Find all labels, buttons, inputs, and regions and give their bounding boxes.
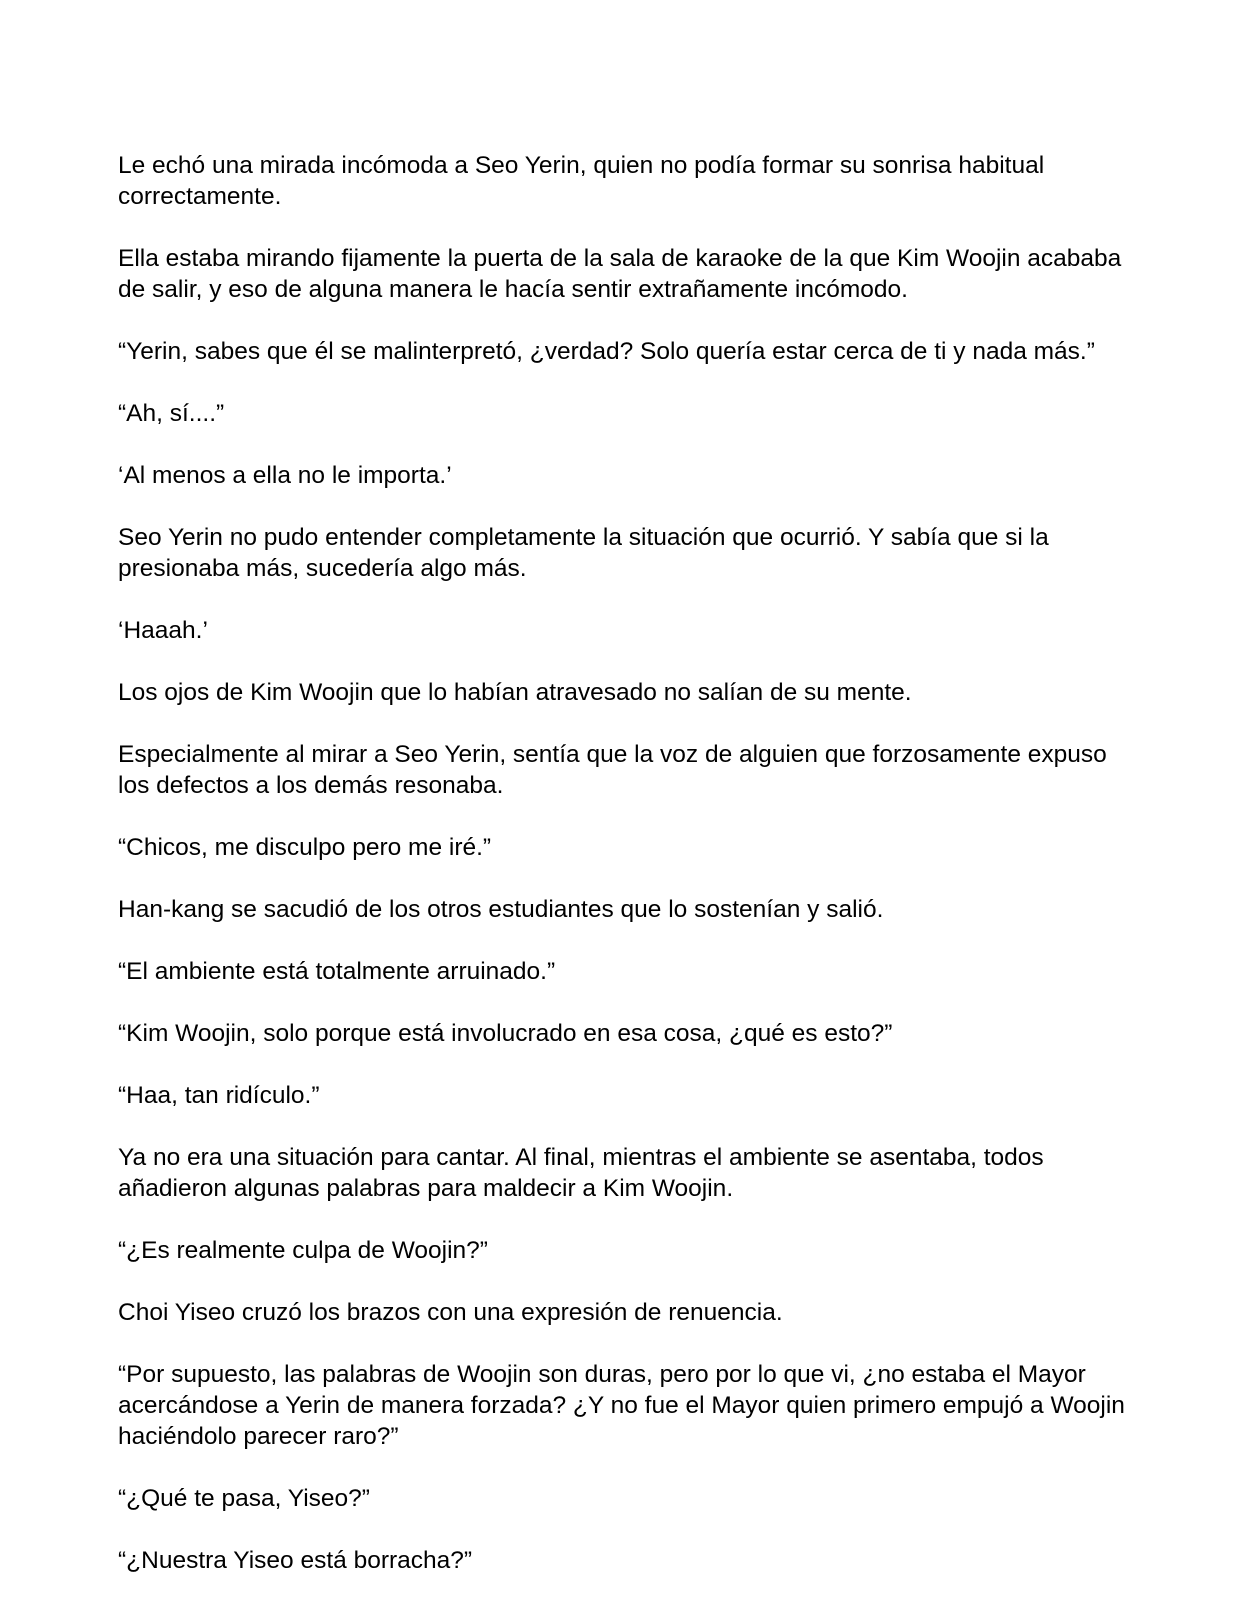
paragraph: Le echó una mirada incómoda a Seo Yerin, quien no podía formar su sonrisa habitual correctamente. (118, 152, 1045, 210)
paragraph: ‘Al menos a ella no le importa.’ (118, 462, 452, 489)
paragraph: ‘Haaah.’ (118, 617, 208, 644)
document-page (118, 150, 1128, 1607)
paragraph: “Yerin, sabes que él se malinterpretó, ¿verdad? Solo quería estar cerca de ti y nada más.” (118, 338, 1095, 365)
paragraph: “El ambiente está totalmente arruinado.” (118, 958, 556, 985)
paragraph: “¿Qué te pasa, Yiseo?” (118, 1485, 370, 1512)
paragraph: Han-kang se sacudió de los otros estudiantes que lo sostenían y salió. (118, 896, 884, 923)
paragraph: Especialmente al mirar a Seo Yerin, sentía que la voz de alguien que forzosamente expuso los defectos a los demás resonaba. (118, 741, 1107, 799)
paragraph: “¿Es realmente culpa de Woojin?” (118, 1237, 488, 1264)
paragraph: Ella estaba mirando fijamente la puerta de la sala de karaoke de la que Kim Woojin acababa de salir, y eso de alguna manera le hacía sentir extrañamente incómodo. (118, 245, 1122, 303)
paragraph: “Ah, sí....” (118, 400, 225, 427)
paragraph: Choi Yiseo cruzó los brazos con una expresión de renuencia. (118, 1299, 783, 1326)
paragraph: “Por supuesto, las palabras de Woojin son duras, pero por lo que vi, ¿no estaba el Mayor acercándose a Yerin de manera forzada? ¿Y no fue el Mayor quien primero empujó a Woojin haciéndolo parecer raro?” (118, 1361, 1125, 1450)
paragraph: “¿Nuestra Yiseo está borracha?” (118, 1547, 473, 1574)
paragraph: “Kim Woojin, solo porque está involucrado en esa cosa, ¿qué es esto?” (118, 1020, 893, 1047)
paragraph: “Haa, tan ridículo.” (118, 1082, 320, 1109)
paragraph: Los ojos de Kim Woojin que lo habían atravesado no salían de su mente. (118, 679, 912, 706)
paragraph: “Chicos, me disculpo pero me iré.” (118, 834, 492, 861)
paragraph: Ya no era una situación para cantar. Al final, mientras el ambiente se asentaba, todos añadieron algunas palabras para maldecir a Kim Woojin. (118, 1144, 1044, 1202)
paragraph: Seo Yerin no pudo entender completamente la situación que ocurrió. Y sabía que si la presionaba más, sucedería algo más. (118, 524, 1049, 582)
